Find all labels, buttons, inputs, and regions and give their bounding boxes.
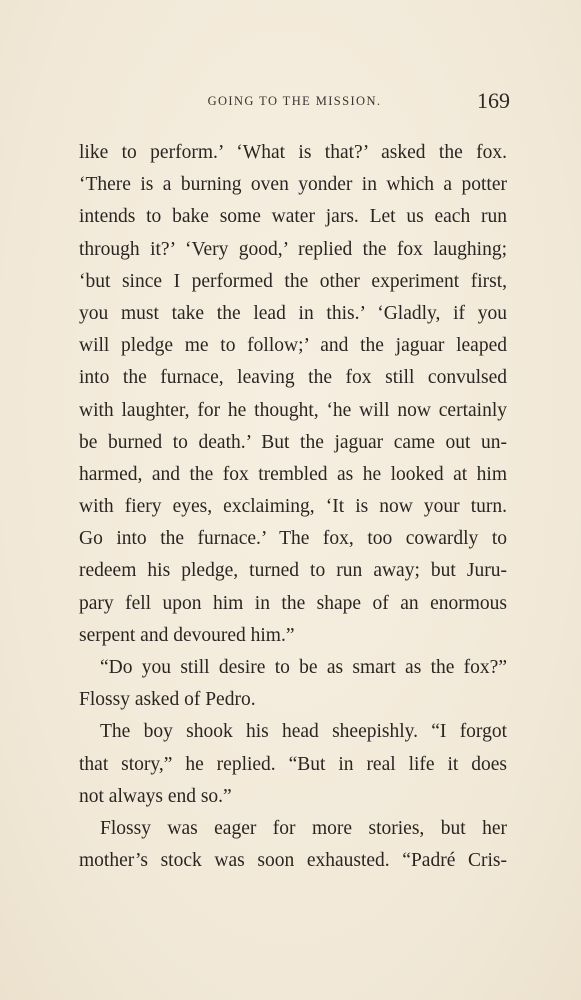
text-line-15: pary fell upon him in the shape of an enormous xyxy=(79,592,507,614)
page-header xyxy=(79,88,510,116)
text-line-19: The boy shook his head sheepishly. “I forgot xyxy=(100,721,507,743)
text-line-3: intends to bake some water jars. Let us each run xyxy=(79,206,507,228)
text-line-23: mother’s stock was soon exhausted. “Padré Cris- xyxy=(79,850,507,872)
text-line-8: into the furnace, leaving the fox still convulsed xyxy=(79,367,507,389)
text-line-11: harmed, and the fox trembled as he looked at him xyxy=(79,463,507,485)
text-line-13: Go into the furnace.’ The fox, too cowardly to xyxy=(79,528,507,550)
text-line-21: not always end so.” xyxy=(79,785,232,807)
body-text xyxy=(79,137,507,877)
text-line-9: with laughter, for he thought, ‘he will now certainly xyxy=(79,399,507,421)
page-number: 169 xyxy=(477,88,510,113)
text-line-14: redeem his pledge, turned to run away; but Juru- xyxy=(79,560,507,582)
text-line-10: be burned to death.’ But the jaguar came out un- xyxy=(79,431,507,453)
text-line-12: with fiery eyes, exclaiming, ‘It is now your turn. xyxy=(79,496,507,518)
text-line-7: will pledge me to follow;’ and the jaguar leaped xyxy=(79,335,507,357)
text-line-1: like to perform.’ ‘What is that?’ asked the fox. xyxy=(79,142,507,163)
text-line-17: “Do you still desire to be as smart as the fox?” xyxy=(100,657,507,678)
text-line-2: ‘There is a burning oven yonder in which a potter xyxy=(79,174,507,196)
text-line-5: ‘but since I performed the other experiment first, xyxy=(79,270,507,292)
running-title: GOING TO THE MISSION. xyxy=(207,94,382,108)
text-line-6: you must take the lead in this.’ ‘Gladly, if you xyxy=(79,302,507,324)
text-line-18: Flossy asked of Pedro. xyxy=(79,689,256,711)
text-line-16: serpent and devoured him.” xyxy=(79,624,295,646)
text-line-4: through it?’ ‘Very good,’ replied the fox laughing; xyxy=(79,238,507,260)
text-line-22: Flossy was eager for more stories, but her xyxy=(100,817,507,839)
text-line-20: that story,” he replied. “But in real life it does xyxy=(79,753,507,775)
